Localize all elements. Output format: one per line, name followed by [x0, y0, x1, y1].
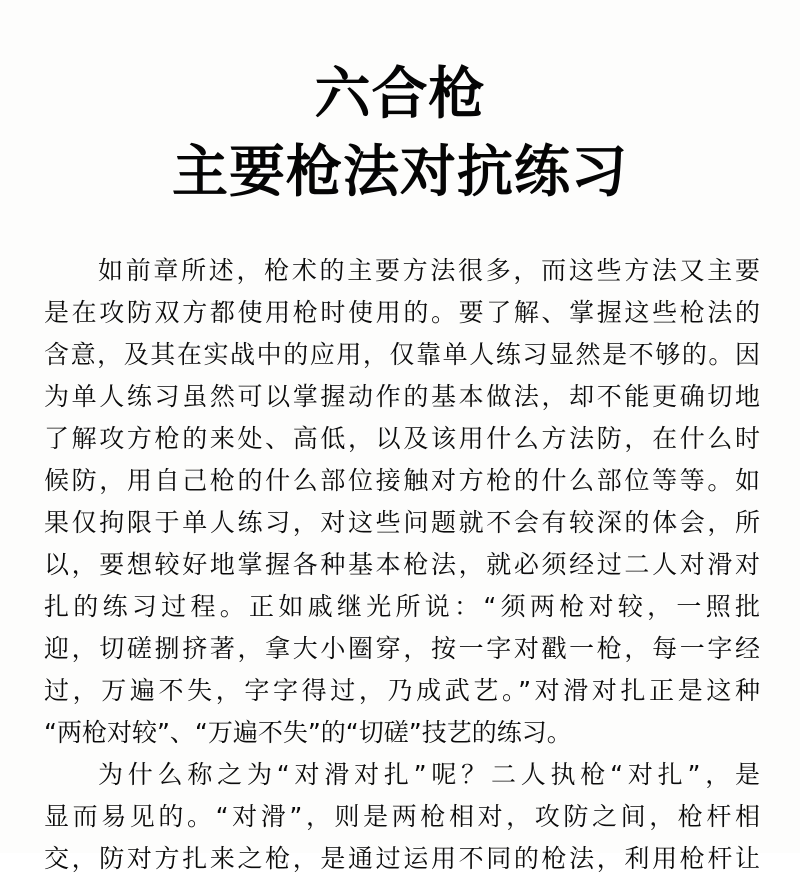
text-line: “两枪对较”、“万遍不失”的“切磋”技艺的练习。 [44, 718, 572, 747]
text-line: 候防，用自己枪的什么部位接触对方枪的什么部位等等。如 [44, 466, 760, 495]
title-line-1: 六合枪 [314, 61, 486, 127]
text-line: 如前章所述，枪术的主要方法很多，而这些方法又主要 [98, 256, 760, 285]
body-text [44, 250, 760, 880]
text-line: 了解攻方枪的来处、高低，以及该用什么方法防，在什么时 [44, 424, 760, 453]
text-line: 果仅拘限于单人练习，对这些问题就不会有较深的体会，所 [44, 508, 760, 537]
text-line: 交，防对方扎来之枪，是通过运用不同的枪法，利用枪杆让 [44, 844, 760, 873]
text-line: 迎，切磋捌挤著，拿大小圈穿，按一字对戳一枪，每一字经 [44, 634, 760, 663]
text-line: 以，要想较好地掌握各种基本枪法，就必须经过二人对滑对 [44, 550, 760, 579]
text-line: 含意，及其在实战中的应用，仅靠单人练习显然是不够的。因 [44, 340, 760, 369]
text-line: 显而易见的。“对滑”，则是两枪相对，攻防之间，枪杆相 [44, 802, 760, 831]
text-line: 扎的练习过程。正如戚继光所说：“须两枪对较，一照批 [44, 592, 760, 621]
text-line: 为单人练习虽然可以掌握动作的基本做法，却不能更确切地 [44, 382, 760, 411]
text-line: 过，万遍不失，字字得过，乃成武艺。”对滑对扎正是这种 [44, 676, 760, 705]
title-line-2: 主要枪法对抗练习 [172, 139, 628, 205]
text-line: 是在攻防双方都使用枪时使用的。要了解、掌握这些枪法的 [44, 298, 760, 327]
text-line: 为什么称之为“对滑对扎”呢？二人执枪“对扎”，是 [98, 760, 760, 789]
